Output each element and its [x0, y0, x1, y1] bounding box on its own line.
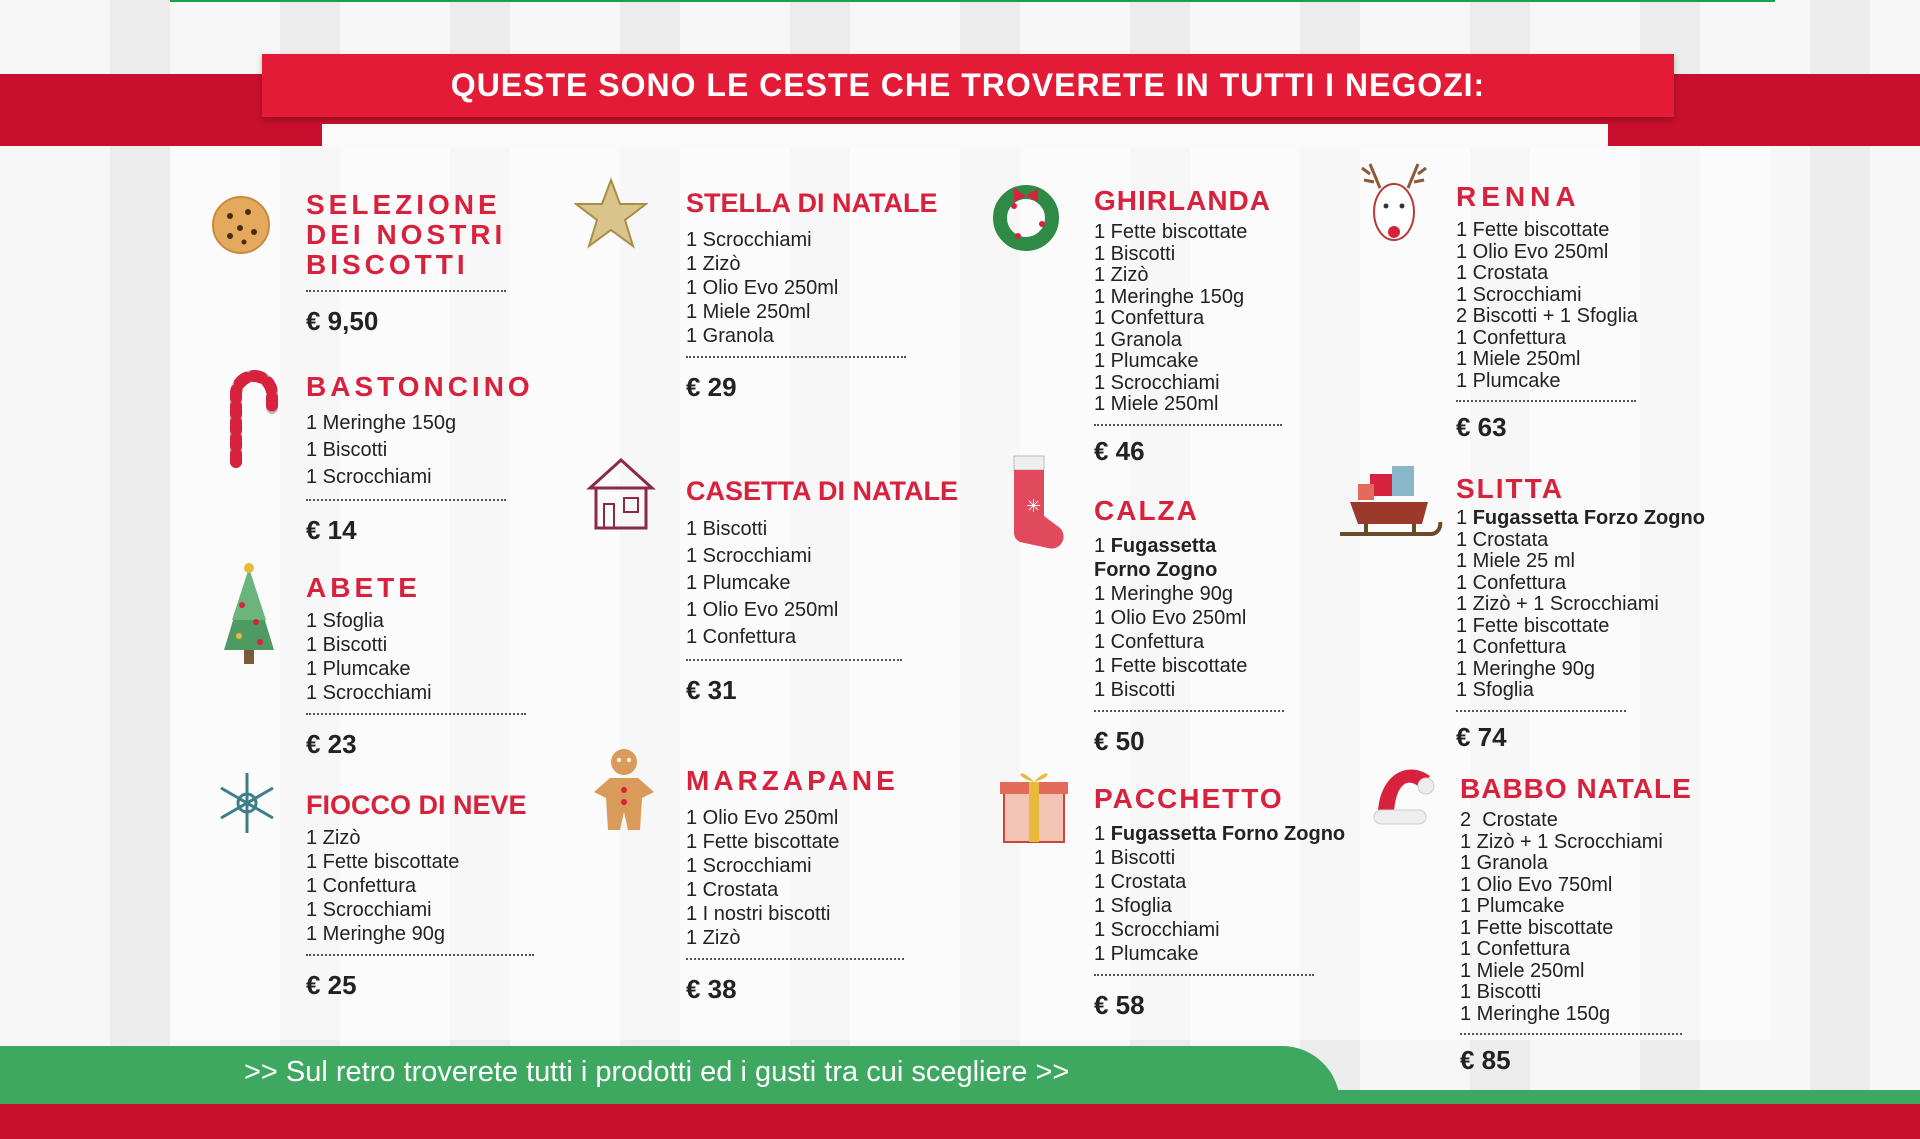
basket-babbo-natale	[1460, 774, 1692, 1076]
list-item: 1 Scrocchiami	[1456, 283, 1582, 306]
list-item: 1 Zizò	[306, 827, 361, 849]
svg-text:✳: ✳	[1026, 496, 1042, 517]
basket-title: RENNA	[1456, 181, 1581, 212]
list-item: 1 Confettura	[306, 875, 417, 897]
footer-banner	[0, 1046, 1340, 1104]
dotted-divider	[1094, 710, 1284, 712]
list-item: 1 Scrocchiami	[686, 229, 812, 251]
list-item: 1 Miele 25 ml	[1456, 550, 1575, 572]
list-item: 1 Fette biscottate	[1460, 916, 1614, 939]
list-item: 2 Crostate	[1460, 809, 1558, 831]
list-item: 1 Plumcake	[686, 572, 791, 594]
list-item: 1 Crostata	[686, 879, 779, 901]
basket-slitta	[1456, 474, 1705, 753]
list-item: 1 Sfoglia	[306, 610, 384, 632]
list-item: 1 Crostata	[1456, 528, 1549, 551]
list-item: 1 Olio Evo 250ml	[686, 807, 839, 829]
basket-selezione	[306, 190, 536, 337]
list-item: 1 Olio Evo 750ml	[1460, 873, 1613, 896]
list-item: 1 Scrocchiami	[306, 899, 432, 921]
list-item: 1 Miele 250ml	[1094, 393, 1219, 415]
list-item: 1 Miele 250ml	[686, 301, 811, 323]
list-item: 1 Biscotti	[1460, 981, 1542, 1003]
header-title: QUESTE SONO LE CESTE CHE TROVERETE IN TUTTI I NEGOZI:	[450, 67, 1486, 103]
list-item: 1 Fette biscottate	[306, 851, 460, 873]
list-item: 1 Plumcake	[1456, 369, 1561, 392]
bold-product: Fugassetta	[1110, 535, 1217, 557]
list-item: 1 Scrocchiami	[1094, 371, 1220, 394]
snowflake-icon	[212, 768, 282, 843]
item-list	[1460, 810, 1692, 1025]
item-list	[686, 806, 904, 950]
list-item: 1 Sfoglia	[1094, 895, 1172, 917]
list-item: 1 Plumcake	[1460, 895, 1565, 917]
list-item: 1 Zizò	[686, 927, 741, 949]
basket-price: € 46	[1094, 435, 1145, 466]
list-item: 1 Confettura	[686, 626, 797, 648]
basket-title: SELEZIONE DEI NOSTRI BISCOTTI	[306, 189, 507, 280]
basket-title: BABBO NATALE	[1460, 773, 1692, 804]
list-item: 1 Scrocchiami	[1094, 919, 1220, 941]
basket-pacchetto	[1094, 784, 1345, 1021]
list-item: 1 Fette biscottate	[1456, 614, 1610, 637]
list-item: 1 Confettura	[1456, 571, 1567, 594]
dotted-divider	[306, 713, 526, 715]
star-icon	[574, 176, 648, 255]
list-item: 1 Scrocchiami	[686, 545, 812, 567]
list-item: 1 Biscotti	[306, 439, 388, 461]
list-item: 1 Meringhe 90g	[306, 923, 445, 945]
list-item: 1 Meringhe 150g	[306, 412, 457, 434]
gingerbread-icon	[584, 744, 664, 839]
christmas-tree-icon	[214, 560, 284, 675]
basket-price: € 50	[1094, 726, 1145, 756]
list-item: 1 Fette biscottate	[686, 831, 840, 853]
list-item: 1 Granola	[1094, 328, 1182, 351]
dotted-divider	[1456, 710, 1626, 712]
list-item: 1 Olio Evo 250ml	[686, 599, 839, 621]
list-item: 1 Biscotti	[1094, 242, 1176, 265]
list-item: 1 Plumcake	[1094, 943, 1199, 965]
basket-title: FIOCCO DI NEVE	[306, 790, 527, 820]
list-item: 1 Meringhe 150g	[1094, 285, 1245, 308]
list-item: 1 Fette biscottate	[1456, 219, 1610, 241]
list-item: 1 Olio Evo 250ml	[686, 277, 839, 299]
basket-title: BASTONCINO	[306, 371, 534, 402]
basket-title: MARZAPANE	[686, 765, 899, 796]
list-item: 1 Scrocchiami	[686, 855, 812, 877]
stocking-icon	[996, 446, 1066, 561]
list-item: 1 Olio Evo 250ml	[1456, 240, 1609, 263]
basket-casetta-di-natale	[686, 476, 958, 706]
list-item: 1 Crostata	[1456, 262, 1549, 284]
basket-title: SLITTA	[1456, 473, 1564, 504]
reindeer-icon	[1352, 158, 1436, 255]
basket-price: € 25	[306, 970, 357, 1000]
header-banner	[262, 54, 1674, 117]
list-item: 1 Olio Evo 250ml	[1094, 607, 1247, 629]
footer-note: >> Sul retro troverete tutti i prodotti ed i gusti tra cui scegliere >>	[244, 1056, 1070, 1088]
list-item: 1 Zizò	[686, 253, 741, 275]
list-item: 1 I nostri biscotti	[686, 903, 831, 925]
list-item: 2 Biscotti + 1 Sfoglia	[1456, 305, 1638, 327]
wreath-icon	[988, 178, 1064, 259]
basket-price: € 23	[306, 729, 357, 759]
list-item: 1 Fette biscottate	[1094, 655, 1248, 677]
basket-title: GHIRLANDA	[1094, 185, 1271, 216]
basket-title: PACCHETTO	[1094, 783, 1284, 814]
basket-stella-di-natale	[686, 188, 937, 403]
list-item: 1 Zizò + 1 Scrocchiami	[1460, 830, 1663, 853]
basket-price: € 31	[686, 675, 737, 705]
basket-ghirlanda	[1094, 186, 1282, 467]
list-item: 1 Granola	[1460, 852, 1548, 874]
dotted-divider	[686, 659, 902, 661]
list-item: 1 Scrocchiami	[306, 466, 432, 488]
bold-product: Fugassetta Forno Zogno	[1110, 823, 1346, 845]
item-list	[1456, 508, 1705, 702]
list-item: 1 Fugassetta	[1094, 535, 1217, 557]
item-list	[306, 609, 526, 705]
list-item: 1 Biscotti	[1094, 679, 1176, 701]
list-item: 1 Scrocchiami	[306, 682, 432, 704]
list-item: 1 Miele 250ml	[1460, 959, 1585, 982]
list-item: 1 Biscotti	[1094, 847, 1176, 869]
basket-marzapane	[686, 766, 904, 1005]
list-item: 1 Miele 250ml	[1456, 348, 1581, 370]
item-list	[306, 826, 534, 946]
list-item: 1 Confettura	[1456, 636, 1567, 658]
basket-price: € 63	[1456, 412, 1507, 442]
basket-price: € 14	[306, 515, 357, 545]
house-icon	[586, 452, 656, 537]
dotted-divider	[1094, 974, 1314, 976]
basket-title: ABETE	[306, 572, 421, 603]
basket-price: € 29	[686, 372, 737, 402]
dotted-divider	[306, 499, 506, 501]
list-item: 1 Zizò	[1094, 264, 1149, 286]
basket-title: CALZA	[1094, 495, 1199, 526]
basket-bastoncino	[306, 372, 534, 546]
list-item: 1 Fugassetta Forno Zogno	[1094, 823, 1346, 845]
item-list	[686, 516, 958, 651]
item-list	[1456, 220, 1638, 392]
item-list	[686, 228, 937, 348]
top-green-line	[170, 0, 1775, 2]
green-stripe	[1300, 1090, 1920, 1104]
basket-renna	[1456, 182, 1638, 443]
basket-title: STELLA DI NATALE	[686, 188, 938, 218]
list-item: 1 Zizò + 1 Scrocchiami	[1456, 593, 1659, 615]
list-item: 1 Biscotti	[686, 518, 768, 540]
list-item: 1 Crostata	[1094, 871, 1187, 893]
dotted-divider	[686, 958, 904, 960]
list-item: 1 Confettura	[1460, 938, 1571, 960]
item-list	[1094, 222, 1282, 416]
list-item: 1 Fugassetta Forzo Zogno	[1456, 507, 1705, 529]
dotted-divider	[686, 356, 906, 358]
santa-hat-icon	[1368, 754, 1440, 839]
basket-title: CASETTA DI NATALE	[686, 476, 958, 506]
list-item: 1 Plumcake	[306, 658, 411, 680]
item-list	[1094, 822, 1345, 966]
bold-product: Fugassetta Forzo Zogno	[1472, 507, 1705, 529]
sleigh-icon	[1336, 462, 1446, 551]
basket-fiocco-di-neve	[306, 790, 534, 1001]
list-item: 1 Meringhe 150g	[1460, 1002, 1611, 1025]
red-footer-band	[0, 1104, 1920, 1139]
gift-icon	[998, 762, 1070, 851]
list-item: 1 Meringhe 90g	[1456, 657, 1595, 680]
list-item: 1 Plumcake	[1094, 350, 1199, 372]
basket-price: € 74	[1456, 721, 1507, 752]
basket-price: € 38	[686, 974, 737, 1004]
list-item: 1 Meringhe 90g	[1094, 583, 1233, 605]
basket-price: € 58	[1094, 990, 1145, 1020]
candy-cane-icon	[218, 362, 278, 477]
list-item: 1 Fette biscottate	[1094, 221, 1248, 243]
item-list	[306, 410, 534, 491]
list-item: 1 Confettura	[1094, 307, 1205, 329]
dotted-divider	[306, 290, 506, 292]
bold-product: Forno Zogno	[1094, 559, 1218, 581]
list-item: 1 Confettura	[1456, 326, 1567, 349]
list-item: 1 Granola	[686, 325, 774, 347]
basket-price: € 9,50	[306, 306, 379, 336]
dotted-divider	[1456, 400, 1636, 402]
item-list	[1094, 534, 1284, 702]
basket-price: € 85	[1460, 1045, 1511, 1075]
cookie-icon	[210, 194, 272, 261]
list-item: 1 Confettura	[1094, 631, 1205, 653]
dotted-divider	[1094, 424, 1282, 426]
list-item: 1 Biscotti	[306, 634, 388, 656]
list-item	[1094, 558, 1284, 582]
basket-abete	[306, 573, 526, 760]
list-item: 1 Sfoglia	[1456, 679, 1534, 701]
dotted-divider	[306, 954, 534, 956]
basket-calza	[1094, 496, 1284, 757]
dotted-divider	[1460, 1033, 1682, 1035]
